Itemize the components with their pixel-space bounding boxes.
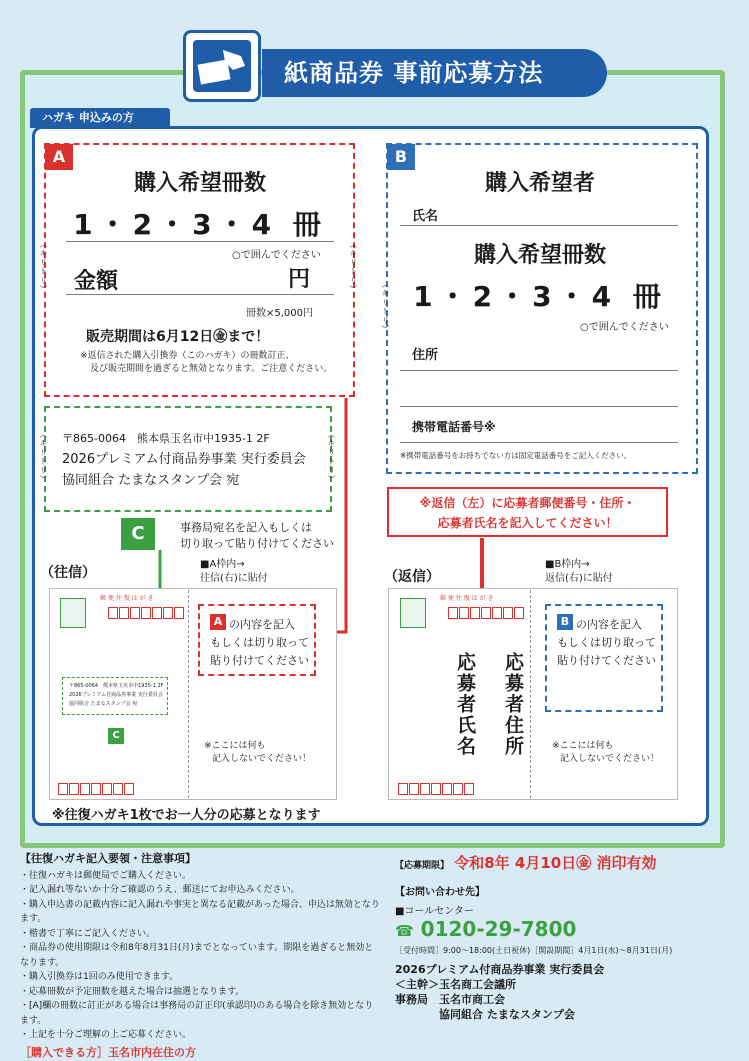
mini-line-2: 2026プレミアム付商品券事業 実行委員会	[69, 692, 163, 698]
ofuku-blank-2: 記入しないでください！	[212, 754, 312, 764]
instruction-item: ・[A]欄の冊数に訂正がある場合は事務局の訂正印(承認印)のある場合を除き無効となります。	[20, 1001, 374, 1026]
c-address-line-1: 〒865-0064 熊本県玉名市中1935-1 2F	[62, 432, 270, 445]
henshin-b-text-3: 貼り付けてください	[557, 654, 656, 667]
call-center: ■コールセンター	[395, 906, 474, 917]
box-b-title: 購入希望者	[484, 171, 595, 196]
cut-mark: （キリトリ）	[381, 280, 390, 334]
zip-boxes	[108, 604, 185, 623]
phone-number-text: 0120-29-7800	[420, 917, 577, 941]
org-line: ＜主幹＞玉名商工会議所	[395, 978, 516, 991]
henshin-note-2: 返信(右)に貼付	[545, 573, 613, 584]
ofuku-a-text-2: もしくは切り取って	[210, 636, 309, 649]
ofuku-note-1: ■A枠内→	[200, 559, 245, 570]
box-a-note-2: 及び販売期間を過ぎると無効となります。ご注意ください。	[90, 364, 333, 374]
instruction-item: ・楷書で丁寧にご記入ください。	[20, 928, 156, 939]
applicant-address-vertical: 応募者住所	[502, 652, 524, 757]
instruction-item: ・商品券の使用期限は令和8年8月31日(月)までとなっています。期限を過ぎると無効となります。	[20, 943, 374, 968]
phone-note: ※携帯電話番号をお持ちでない方は固定電話番号をご記入ください。	[400, 451, 632, 460]
freedial-icon: ☎	[395, 922, 414, 940]
ofuku-a-badge: A	[210, 614, 226, 630]
cut-mark: （キリトリ）	[39, 240, 48, 294]
ofuku-label: （往信）	[40, 565, 96, 581]
henshin-blank-1: ※ここには何も	[552, 741, 614, 751]
instruction-item: ・記入漏れ等ないか十分ご確認のうえ、郵送にてお申込みください。	[20, 885, 300, 895]
box-b-count-title: 購入希望冊数	[473, 243, 606, 268]
amount-unit: 円	[288, 267, 311, 292]
deadline	[395, 852, 735, 873]
mini-line-1: 〒865-0064 熊本県玉名市中1935-1 2F	[69, 683, 164, 689]
org-line: 2026プレミアム付商品券事業 実行委員会	[395, 963, 605, 976]
henshin-blank-note	[552, 740, 659, 766]
org-line: 協同組合 たまなスタンプ会	[395, 1008, 575, 1021]
henshin-label: （返信）	[384, 569, 440, 585]
org-line: 事務局 玉名市商工会	[395, 993, 505, 1006]
ofuku-a-text-3: 貼り付けてください	[210, 654, 309, 667]
sale-period: 販売期間は6月12日㊎まで！	[86, 329, 270, 345]
fold-line	[530, 590, 531, 798]
ofuku-a-text-1: の内容を記入	[229, 618, 295, 631]
deadline-date: 令和8年 4月10日㊎ 消印有効	[454, 854, 657, 872]
amount-label: 金額	[74, 269, 119, 294]
instruction-item: ・上記を十分ご理解の上ご応募ください。	[20, 1030, 192, 1040]
box-b-numbers: 1・2・3・4 冊	[413, 280, 667, 313]
fold-line	[188, 590, 189, 798]
stamp-icon	[400, 598, 426, 628]
instruction-item: ・購入引換券は1回のみ使用できます。	[20, 972, 179, 982]
ofuku-card-header: 郵 便 往 復 は が き	[100, 595, 154, 602]
cut-mark: （キリトリ）	[327, 430, 336, 484]
contact-title: 【お問い合わせ先】	[395, 887, 485, 898]
henshin-note-1: ■B枠内→	[545, 559, 590, 570]
cut-mark: （キリトリ）	[349, 240, 358, 294]
amount-calc: 冊数×5,000円	[246, 308, 314, 319]
box-a-note-1: ※返信された購入引換券（このハガキ）の冊数訂正、	[80, 351, 295, 361]
zip-boxes	[58, 780, 135, 799]
henshin-note	[545, 558, 613, 586]
name-label: 氏名	[412, 209, 439, 224]
badge-a: A	[45, 144, 73, 170]
phone-label: 携帯電話番号※	[412, 420, 496, 434]
box-a-title: 購入希望冊数	[133, 171, 266, 196]
box-b-circle-note: ○で囲んでください	[580, 322, 669, 333]
c-address-line-3: 協同組合 たまなスタンプ会 宛	[62, 473, 240, 488]
badge-c: C	[121, 518, 155, 550]
badge-b: B	[387, 144, 415, 170]
eligible-note: ［購入できる方］玉名市内在住の方	[20, 1045, 196, 1059]
applicant-name-vertical: 応募者氏名	[454, 652, 476, 757]
contact-section	[395, 852, 735, 1022]
henshin-blank-2: 記入しないでください！	[560, 754, 660, 764]
deadline-label: 【応募期限】	[395, 861, 450, 871]
c-address-line-2: 2026プレミアム付商品券事業 実行委員会	[62, 452, 306, 467]
c-instruction-2: 切り取って貼り付けてください	[180, 537, 334, 550]
henshin-b-badge: B	[557, 614, 573, 630]
ofuku-note-2: 往信(右)に貼付	[200, 573, 268, 584]
cut-mark: （キリトリ）	[39, 430, 48, 484]
ofuku-blank-1: ※ここには何も	[204, 741, 266, 751]
address-label: 住所	[412, 348, 439, 363]
instruction-item: ・購入申込書の記載内容に記入漏れや事実と異なる記載があった場合、申込は無効となります。	[20, 899, 380, 924]
hours: ［受付時間］9:00～18:00(土日祝休)［開設期間］4月1日(水)～8月31日(月)	[395, 946, 673, 955]
organizers	[395, 962, 735, 1022]
instruction-item: ・往復ハガキは郵便局でご購入ください。	[20, 870, 192, 881]
zip-boxes	[448, 604, 525, 623]
box-a-circle-note: ○で囲んでください	[232, 250, 321, 261]
ofuku-blank-note	[204, 740, 311, 766]
ofuku-c-badge: C	[108, 728, 124, 744]
henshin-b-text-1: の内容を記入	[576, 618, 642, 631]
henshin-card-header: 郵 便 往 復 は が き	[440, 595, 494, 602]
instruction-item: ・応募冊数が予定冊数を越えた場合は抽選となります。	[20, 986, 245, 997]
mini-line-3: 協同組合 たまなスタンプ会 宛	[69, 701, 138, 707]
callout-line-2: 応募者氏名を記入してください！	[437, 516, 618, 530]
one-person-note: ※往復ハガキ1枚でお一人分の応募となります	[52, 808, 321, 823]
ofuku-note	[200, 558, 268, 586]
instructions-title: 【往復ハガキ記入要領・注意事項】	[20, 852, 196, 865]
instructions-section	[20, 852, 380, 1060]
box-a-numbers: 1・2・3・4 冊	[73, 208, 327, 241]
callout-line-1: ※返信（左）に応募者郵便番号・住所・	[419, 496, 636, 510]
c-instruction-1: 事務局宛名を記入もしくは	[180, 521, 312, 534]
henshin-b-text-2: もしくは切り取って	[557, 636, 656, 649]
ofuku-c-mini	[62, 677, 168, 715]
page-title: 紙商品券 事前応募方法	[262, 49, 607, 97]
zip-boxes	[398, 780, 475, 799]
stamp-icon	[60, 598, 86, 628]
section-tag: ハガキ 申込みの方	[30, 108, 170, 128]
phone-number[interactable]	[395, 917, 735, 941]
